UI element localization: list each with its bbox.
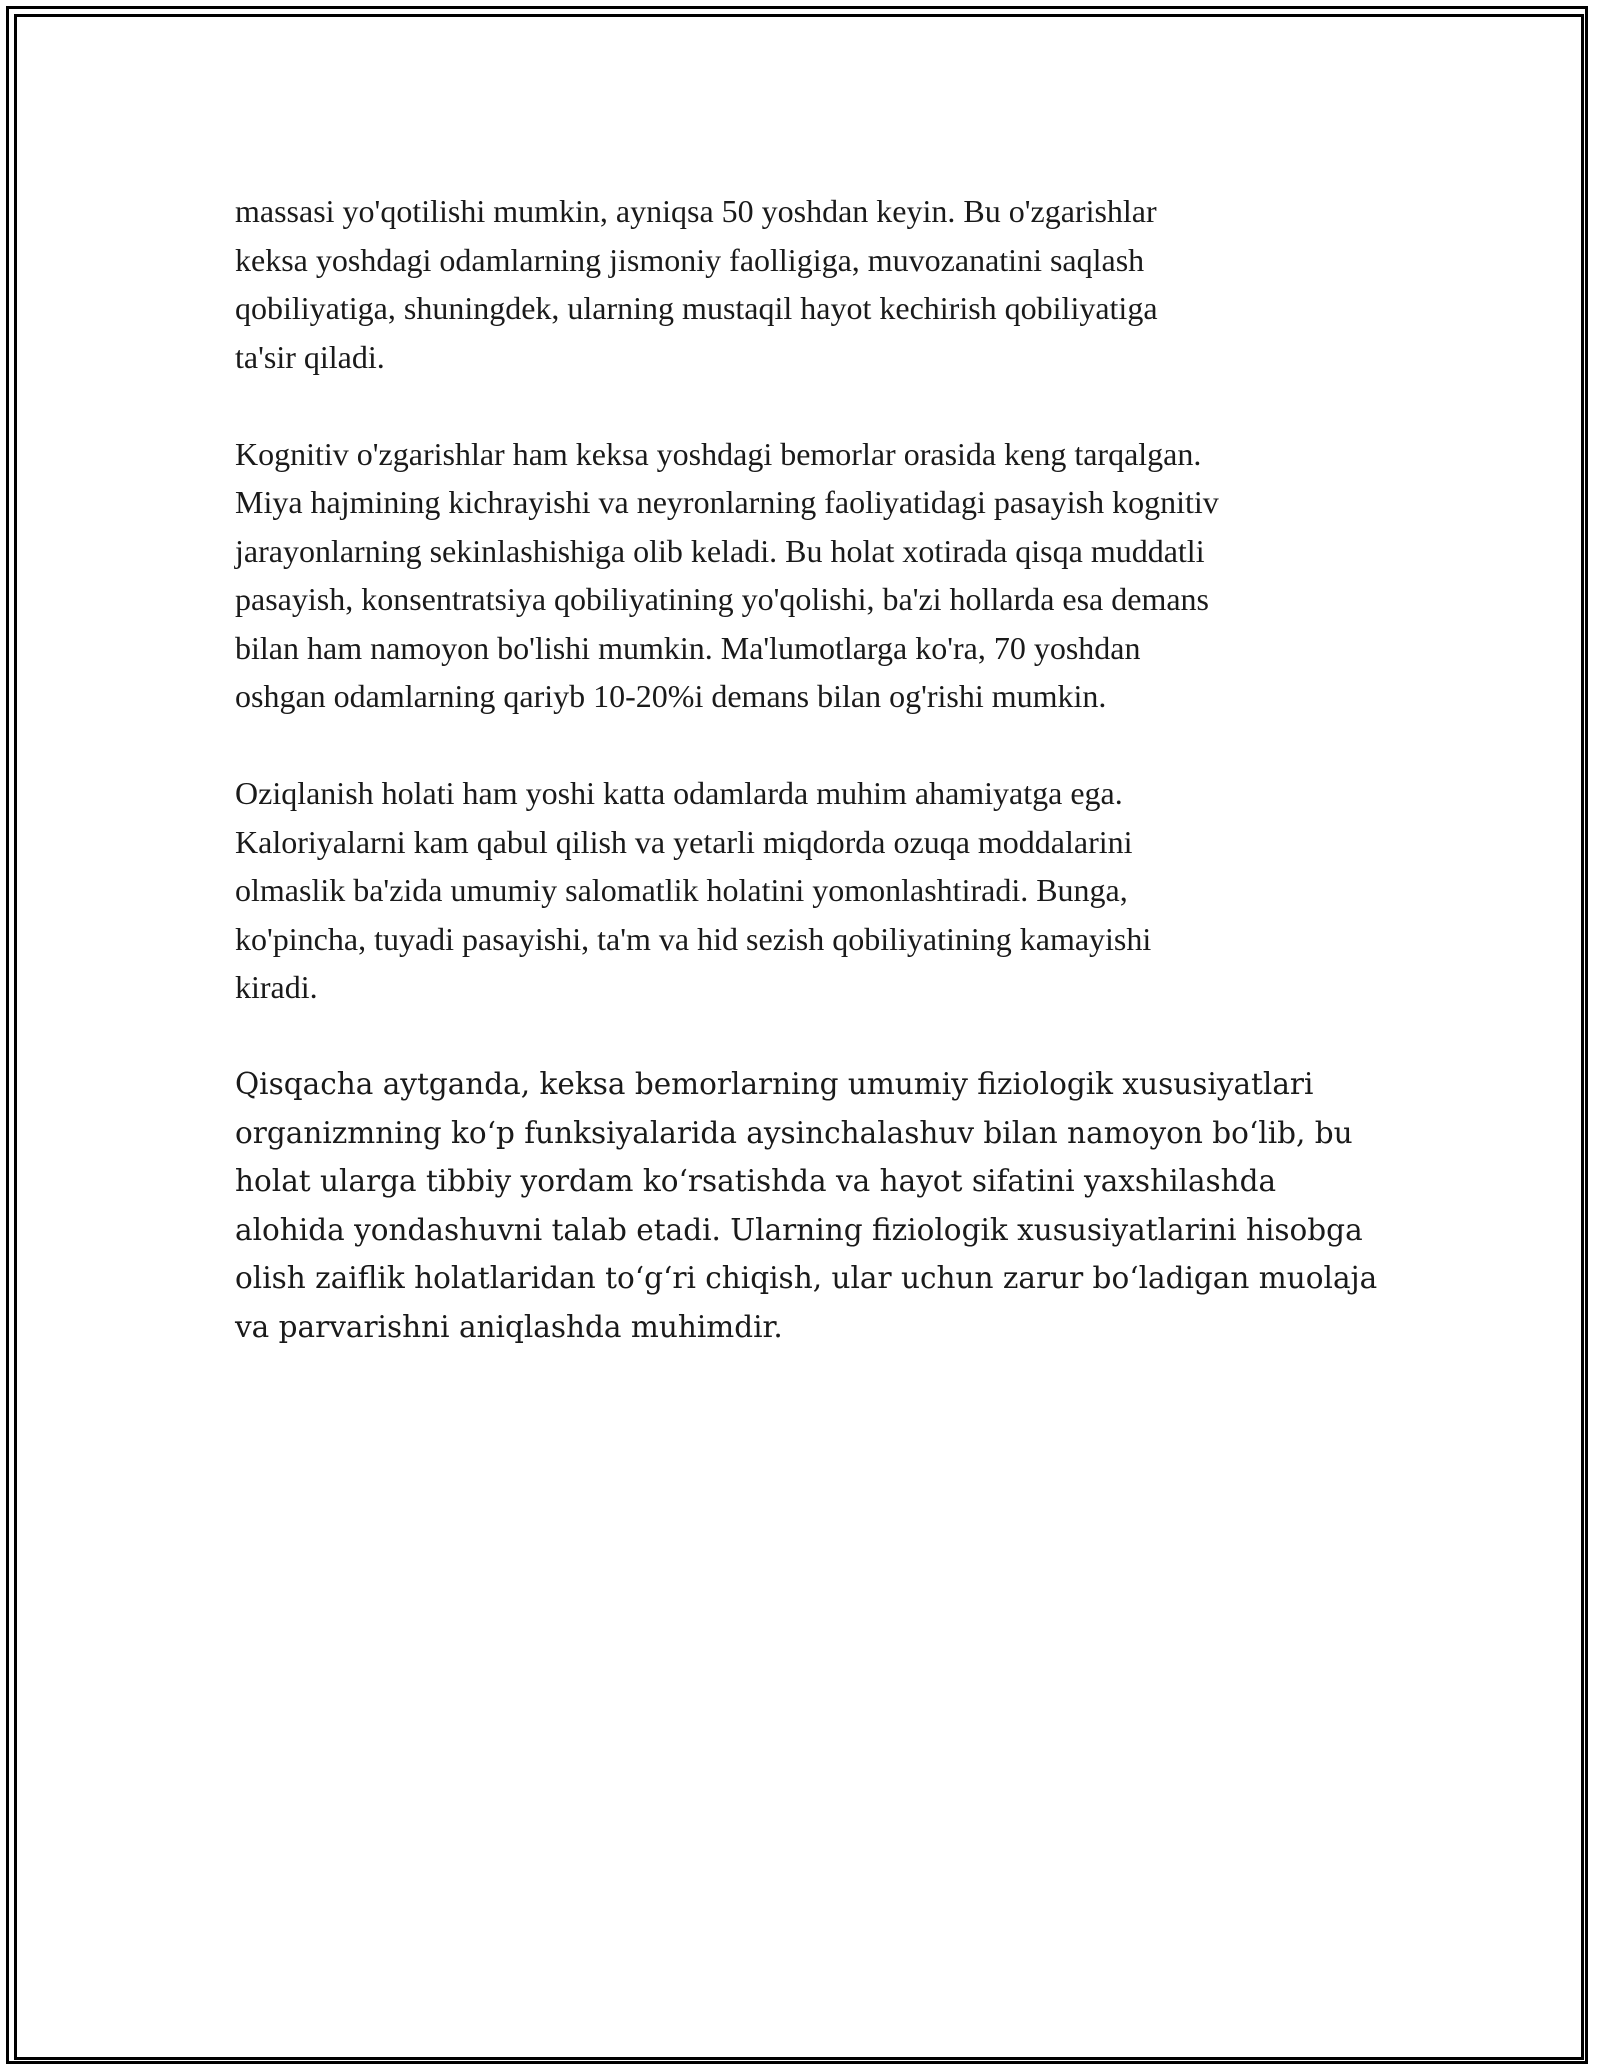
text-line: olish zaiflik holatlaridan to‘g‘ri chiqish, ular uchun zarur bo‘ladigan muolaja xyxy=(235,1261,1378,1295)
paragraph-cognitive-changes xyxy=(235,430,1395,721)
text-line: va parvarishni aniqlashda muhimdir. xyxy=(235,1309,783,1344)
text-line: kiradi. xyxy=(235,969,318,1005)
text-line: Kaloriyalarni kam qabul qilish va yetarli miqdorda ozuqa moddalarini xyxy=(235,823,1133,860)
text-line: alohida yondashuvni talab etadi. Ularning fiziologik xususiyatlarini hisobga xyxy=(235,1212,1363,1247)
text-line: ta'sir qiladi. xyxy=(235,338,385,375)
text-line: oshgan odamlarning qariyb 10-20%i demans bilan og'rishi mumkin. xyxy=(235,678,1107,714)
text-line: jarayonlarning sekinlashishiga olib keladi. Bu holat xotirada qisqa muddatli xyxy=(235,532,1205,569)
text-line: ko'pincha, tuyadi pasayishi, ta'm va hid sezish qobiliyatining kamayishi xyxy=(235,920,1152,957)
text-line: holat ularga tibbiy yordam ko‘rsatishda va hayot sifatini yaxshilashda xyxy=(235,1164,1277,1198)
document-body xyxy=(235,187,1395,1400)
text-line: bilan ham namoyon bo'lishi mumkin. Ma'lumotlarga ko'ra, 70 yoshdan xyxy=(235,629,1141,666)
paragraph-nutrition xyxy=(235,769,1395,1012)
paragraph-summary xyxy=(235,1060,1395,1351)
text-line: massasi yo'qotilishi mumkin, ayniqsa 50 yoshdan keyin. Bu o'zgarishlar xyxy=(235,193,1157,229)
text-line: Miya hajmining kichrayishi va neyronlarning faoliyatidagi pasayish kognitiv xyxy=(235,484,1219,520)
paragraph-muscle-mass xyxy=(235,187,1395,381)
text-line: Kognitiv o'zgarishlar ham keksa yoshdagi bemorlar orasida keng tarqalgan. xyxy=(235,435,1202,472)
text-line: keksa yoshdagi odamlarning jismoniy faolligiga, muvozanatini saqlash xyxy=(235,241,1145,278)
text-line: organizmning ko‘p funksiyalarida aysinchalashuv bilan namoyon bo‘lib, bu xyxy=(235,1115,1353,1150)
text-line: Oziqlanish holati ham yoshi katta odamlarda muhim ahamiyatga ega. xyxy=(235,775,1123,811)
text-line: olmaslik ba'zida umumiy salomatlik holatini yomonlashtiradi. Bunga, xyxy=(235,872,1128,908)
text-line: Qisqacha aytganda, keksa bemorlarning umumiy fiziologik xususiyatlari xyxy=(235,1067,1314,1101)
text-line: qobiliyatiga, shuningdek, ularning mustaqil hayot kechirish qobiliyatiga xyxy=(235,290,1158,326)
text-line: pasayish, konsentratsiya qobiliyatining yo'qolishi, ba'zi hollarda esa demans xyxy=(235,581,1209,617)
